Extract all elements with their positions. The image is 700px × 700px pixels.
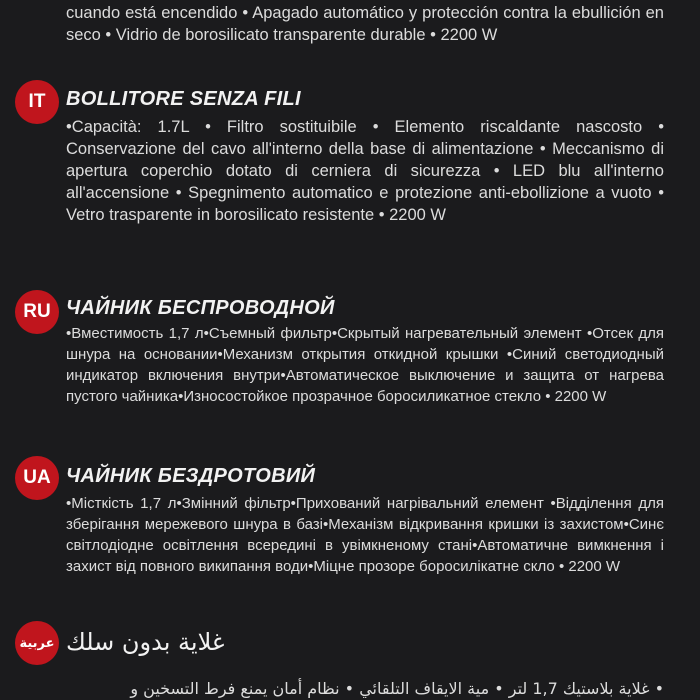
ar-language-badge: عربية <box>15 621 59 665</box>
ua-language-badge: UA <box>15 456 59 500</box>
it-section-body: •Capacità: 1.7L • Filtro sostituibile • Elemento riscaldante nascosto • Conservazione del cavo all'interno della base di alimentazione • Meccanismo di apertura coperchio dotato di cerniera di sicurezza • LED blu all'interno all'accensione • Spegnimento automatico e protezione anti-ebollizione a vuoto • Vetro trasparente in borosilicato resistente • 2200 W <box>66 118 664 224</box>
es-section-continuation: cuando está encendido • Apagado automático y protección contra la ebullición en seco • Vidrio de borosilicato transparente durable • 2200 W <box>66 4 664 44</box>
ar-section-body: • غلاية بلاستيك 1,7 لتر • مية الايقاف التلقائي • نظام أمان يمنع فرط التسخين و <box>130 679 664 698</box>
ua-section-title: ЧАЙНИК БЕЗДРОТОВИЙ <box>66 465 316 487</box>
it-section-title: BOLLITORE SENZA FILI <box>66 88 301 110</box>
ru-section-title: ЧАЙНИК БЕСПРОВОДНОЙ <box>66 297 335 319</box>
ar-section-title: غلاية بدون سلك <box>66 628 225 656</box>
ru-section-body: •Вместимость 1,7 л•Съемный фильтр•Скрытый нагревательный элемент •Отсек для шнура на основании•Механизм открытия откидной крышки •Синий светодиодный индикатор включения внутри•Автоматическое выключение и защита от нагрева пустого чайника•Износостойкое прозрачное боросиликатное стекло • 2200 W <box>66 325 664 405</box>
ru-language-badge: RU <box>15 290 59 334</box>
ua-section-body: •Місткість 1,7 л•Змінний фільтр•Прихований нагрівальний елемент •Відділення для зберігання мережевого шнура в базі•Механізм відкривання кришки із захистом•Синє світлодіодне освітлення всередині в увімкненому стані•Автоматичне вимкнення і захист від повного википання води•Міцне прозоре боросилікатне скло • 2200 W <box>66 495 664 575</box>
it-language-badge: IT <box>15 80 59 124</box>
